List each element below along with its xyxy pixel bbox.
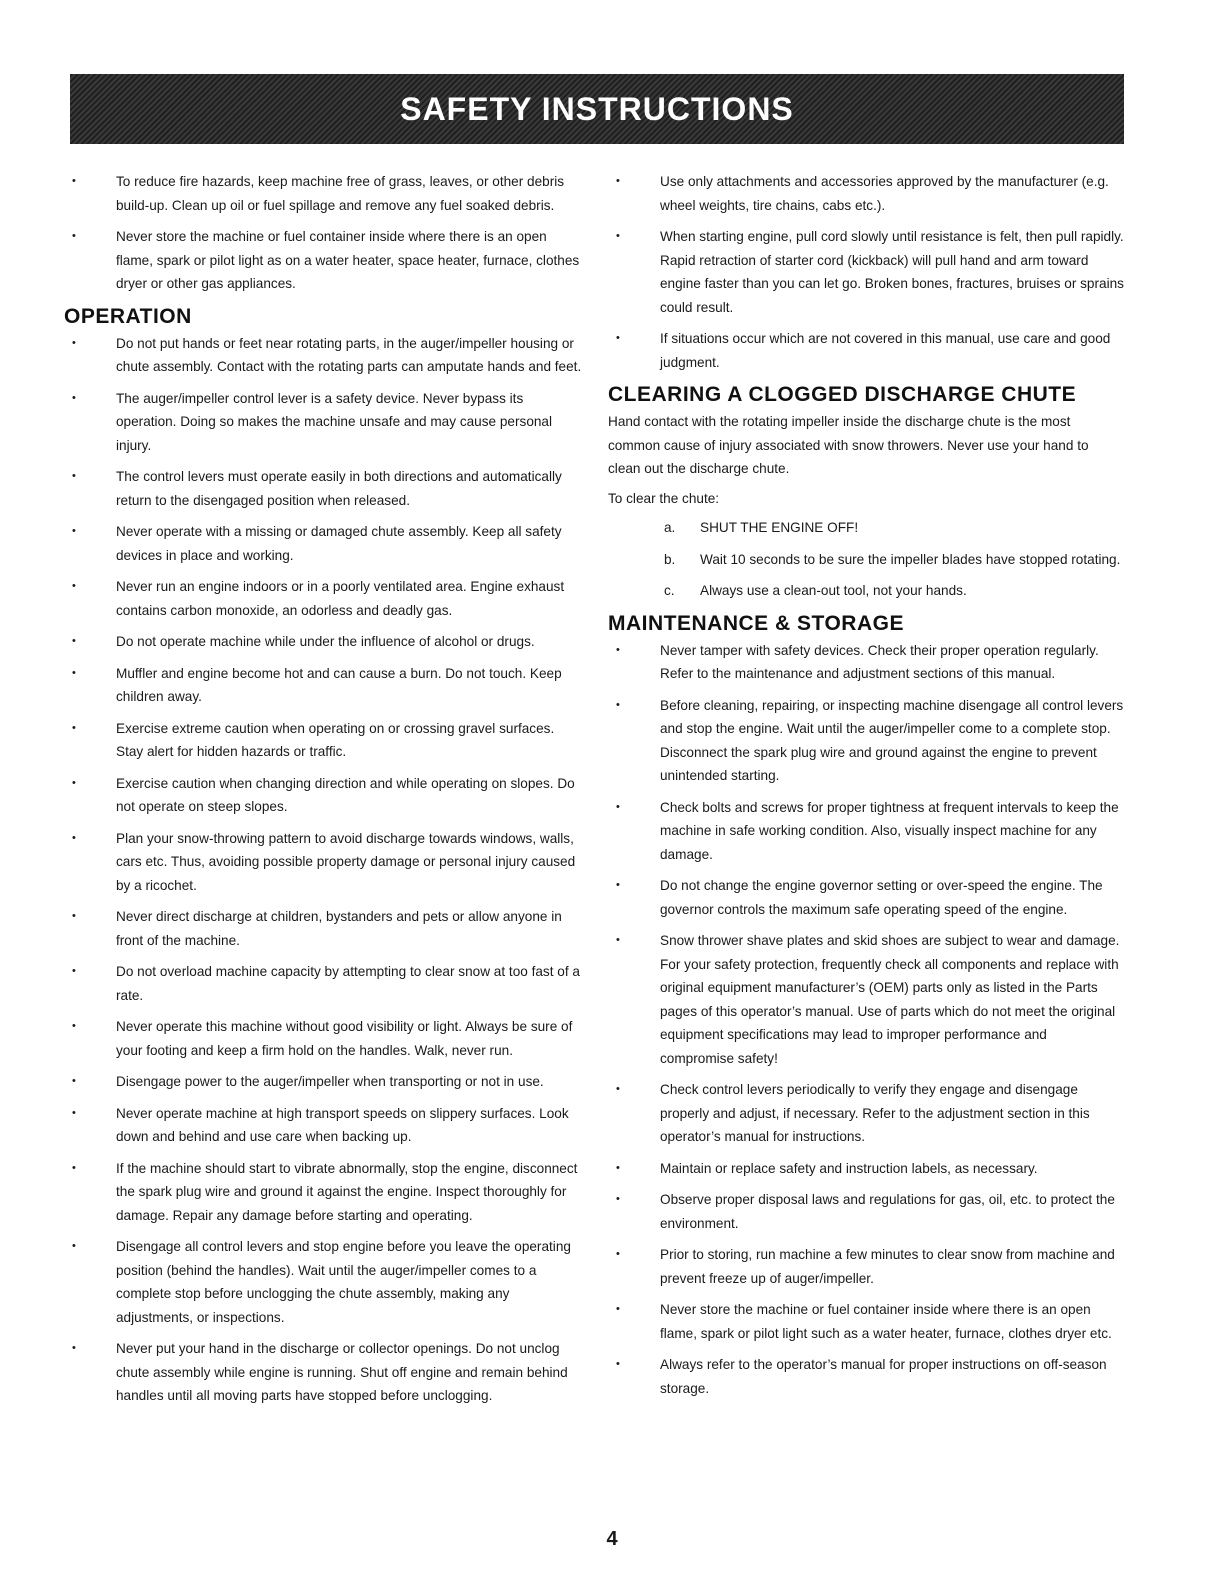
- step-marker: c.: [664, 583, 675, 598]
- list-item: • Never store the machine or fuel container inside where there is an open flame, spark or pilot light such as a water heater, furnace, clothes dryer etc.: [608, 1298, 1124, 1345]
- section-heading-clearing-chute: CLEARING A CLOGGED DISCHARGE CHUTE: [608, 383, 1077, 406]
- list-item: • Never operate this machine without good visibility or light. Always be sure of your footing and keep a firm hold on the handles. Walk, never run.: [64, 1015, 584, 1062]
- page-header-banner: [70, 74, 1124, 144]
- section-heading-operation: OPERATION: [64, 304, 192, 328]
- list-item: • Check bolts and screws for proper tightness at frequent intervals to keep the machine in safe working condition. Also, visually inspect machine for any damage.: [608, 796, 1124, 867]
- list-item: • Exercise extreme caution when operating on or crossing gravel surfaces. Stay alert for hidden hazards or traffic.: [64, 717, 584, 764]
- list-item: • Muffler and engine become hot and can cause a burn. Do not touch. Keep children away.: [64, 662, 584, 709]
- section-heading-maintenance: MAINTENANCE & STORAGE: [608, 611, 904, 635]
- list-item: • Plan your snow-throwing pattern to avoid discharge towards windows, walls, cars etc. Thus, avoiding possible property damage or personal injury caused by a ricochet.: [64, 827, 584, 898]
- left-column: [64, 170, 584, 1416]
- list-item: • If the machine should start to vibrate abnormally, stop the engine, disconnect the spark plug wire and ground it against the engine. Inspect thoroughly for damage. Repair any damage before starting and operating.: [64, 1157, 584, 1228]
- list-item: • Snow thrower shave plates and skid shoes are subject to wear and damage. For your safety protection, frequently check all components and replace with original equipment manufacturer’s (OEM) parts only as listed in the Parts pages of this operator’s manual. Use of parts which do not meet the original equipment specifications may lead to improper performance and compromise safety!: [608, 929, 1124, 1070]
- list-item: • The control levers must operate easily in both directions and automatically return to the disengaged position when released.: [64, 465, 584, 512]
- list-item: • Disengage all control levers and stop engine before you leave the operating position (behind the handles). Wait until the auger/impeller comes to a complete stop before unclogging the chute assembly, making any adjustments, or inspections.: [64, 1235, 584, 1329]
- list-item: • Never store the machine or fuel container inside where there is an open flame, spark or pilot light as on a water heater, space heater, furnace, clothes dryer or other gas appliances.: [64, 225, 584, 296]
- list-item: [608, 548, 1124, 572]
- page-title: SAFETY INSTRUCTIONS: [400, 90, 794, 127]
- maintenance-list: [608, 639, 1124, 1401]
- list-item: • Never direct discharge at children, bystanders and pets or allow anyone in front of the machine.: [64, 905, 584, 952]
- list-item: [608, 516, 1124, 540]
- operation-list: [64, 332, 584, 1408]
- list-item: • Never operate machine at high transport speeds on slippery surfaces. Look down and behind and use care when backing up.: [64, 1102, 584, 1149]
- list-item: • Never operate with a missing or damaged chute assembly. Keep all safety devices in place and working.: [64, 520, 584, 567]
- list-item: • To reduce fire hazards, keep machine free of grass, leaves, or other debris build-up. Clean up oil or fuel spillage and remove any fuel soaked debris.: [64, 170, 584, 217]
- step-text: SHUT THE ENGINE OFF!: [700, 520, 859, 535]
- list-item: • Do not change the engine governor setting or over-speed the engine. The governor controls the maximum safe operating speed of the engine.: [608, 874, 1124, 921]
- list-item: • If situations occur which are not covered in this manual, use care and good judgment.: [608, 327, 1124, 374]
- list-item: • Maintain or replace safety and instruction labels, as necessary.: [608, 1157, 1124, 1181]
- list-item: [608, 579, 1124, 603]
- list-item: • Never put your hand in the discharge or collector openings. Do not unclog chute assembly while engine is running. Shut off engine and remain behind handles until all moving parts have stopped before unclogging.: [64, 1337, 584, 1408]
- right-column: [608, 170, 1124, 1408]
- step-marker: a.: [664, 520, 676, 535]
- list-item: • Disengage power to the auger/impeller when transporting or not in use.: [64, 1070, 584, 1094]
- list-item: • Exercise caution when changing direction and while operating on slopes. Do not operate on steep slopes.: [64, 772, 584, 819]
- step-marker: b.: [664, 551, 676, 567]
- list-item: • When starting engine, pull cord slowly until resistance is felt, then pull rapidly. Rapid retraction of starter cord (kickback) will pull hand and arm toward engine faster than you can let go. Broken bones, fractures, bruises or sprains could result.: [608, 225, 1124, 319]
- page-number: 4: [606, 1528, 618, 1550]
- intro-list-right: [608, 170, 1124, 374]
- chute-lead: To clear the chute:: [608, 490, 720, 506]
- list-item: • Do not operate machine while under the influence of alcohol or drugs.: [64, 630, 584, 654]
- list-item: • Do not overload machine capacity by attempting to clear snow at too fast of a rate.: [64, 960, 584, 1007]
- chute-paragraph: Hand contact with the rotating impeller inside the discharge chute is the most common cause of injury associated with snow throwers. Never use your hand to clean out the discharge chute.: [608, 414, 1089, 476]
- list-item: • Check control levers periodically to verify they engage and disengage properly and adjust, if necessary. Refer to the adjustment section in this operator’s manual for instructions.: [608, 1078, 1124, 1149]
- list-item: • Before cleaning, repairing, or inspecting machine disengage all control levers and stop the engine. Wait until the auger/impeller come to a complete stop. Disconnect the spark plug wire and ground against the engine to prevent unintended starting.: [608, 694, 1124, 788]
- step-text: Always use a clean-out tool, not your hands.: [700, 583, 967, 598]
- list-item: • Do not put hands or feet near rotating parts, in the auger/impeller housing or chute assembly. Contact with the rotating parts can amputate hands and feet.: [64, 332, 584, 379]
- list-item: • Never tamper with safety devices. Check their proper operation regularly. Refer to the maintenance and adjustment sections of this manual.: [608, 639, 1124, 686]
- list-item: • Never run an engine indoors or in a poorly ventilated area. Engine exhaust contains carbon monoxide, an odorless and deadly gas.: [64, 575, 584, 622]
- list-item: • Use only attachments and accessories approved by the manufacturer (e.g. wheel weights, tire chains, cabs etc.).: [608, 170, 1124, 217]
- list-item: • Prior to storing, run machine a few minutes to clear snow from machine and prevent freeze up of auger/impeller.: [608, 1243, 1124, 1290]
- list-item: • Always refer to the operator’s manual for proper instructions on off-season storage.: [608, 1353, 1124, 1400]
- chute-steps: [608, 516, 1124, 603]
- intro-list-left: [64, 170, 584, 296]
- list-item: • Observe proper disposal laws and regulations for gas, oil, etc. to protect the environment.: [608, 1188, 1124, 1235]
- list-item: • The auger/impeller control lever is a safety device. Never bypass its operation. Doing so makes the machine unsafe and may cause personal injury.: [64, 387, 584, 458]
- step-text: Wait 10 seconds to be sure the impeller blades have stopped rotating.: [700, 551, 1121, 567]
